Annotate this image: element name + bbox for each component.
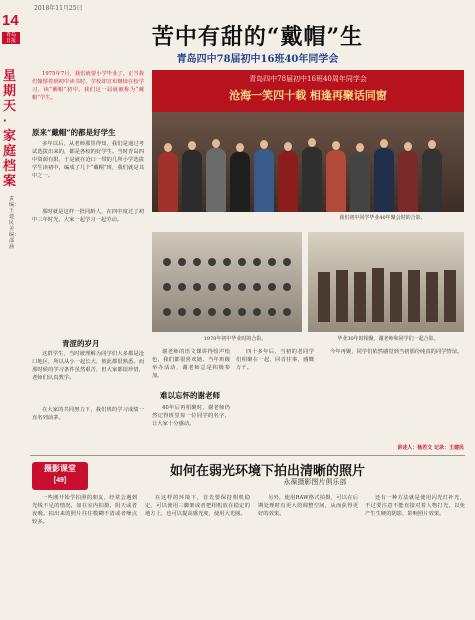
article-headline: 苦中有甜的“戴帽”生 xyxy=(151,24,364,50)
paragraph: 今年再聚，同学们依然感觉到当初那份纯真的同学情谊。 xyxy=(330,349,463,355)
photo-person xyxy=(326,150,346,212)
subheading-teacher: 难以忘怀的谢老师 xyxy=(160,391,220,400)
photo-caption: 1978年初中毕业时的合影。 xyxy=(203,336,267,342)
issue-date: 2018年11月25日 xyxy=(34,5,83,12)
paragraph: 谢老师的语文课讲得绘声绘色，我们都很喜欢她。当年班级举办活动，谢老师总是积极参加。 xyxy=(152,349,230,379)
reunion-group-photo xyxy=(152,112,464,212)
paragraph: 一些刚开始学拍照的朋友，经常会遇到光线不足的情况，如在室内拍摄、阴天或者夜晚。拍出来的照片往往模糊不清或者噪点较多。 xyxy=(32,495,137,525)
badge-title: 摄影课堂 xyxy=(44,464,76,473)
editor-credits: 责编：王建民 美编：邵涵 xyxy=(9,196,20,250)
article-subhead: 青岛四中78届初中16班40年同学会 xyxy=(176,54,339,65)
graduation-photo xyxy=(152,232,302,332)
photo-person xyxy=(350,152,370,212)
photo-caption: 我们初中同学毕业40年聚会时的合影。 xyxy=(339,215,426,221)
section-sidebar xyxy=(0,6,26,466)
banner-line-2: 沧海一笑四十载 相逢再聚话同窗 xyxy=(229,89,387,102)
photo-person xyxy=(422,149,442,212)
section-title: 星期天·家庭档案 xyxy=(3,68,17,188)
subheading-youth: 青涩的岁月 xyxy=(62,339,100,348)
paragraph: 那时就是这样一批同龄人，在四中度过了初中三年时光，大家一起学习一起劳动。 xyxy=(32,209,144,223)
paragraph: 多年以后，从老师那里得知，我们是通过考试选拔出来的，都是各校的好学生。当时青岛四中资源有限，于是就在沧口一带的几所小学选拔学生读初中，编成了几个“戴帽”班，我们就是其中之一。 xyxy=(32,141,144,179)
photo-person xyxy=(158,152,178,212)
paragraph: 四十多年后，当初的老同学们相聚在一起，回首往事，感慨万千。 xyxy=(236,349,314,371)
photo-person xyxy=(302,147,322,212)
photo-person xyxy=(230,152,250,212)
graduation-photo-figures xyxy=(152,232,302,332)
photo-person xyxy=(398,151,418,212)
badge-issue: [49] xyxy=(53,477,67,484)
paragraph: 还有一种方法就是使用闪光灯补光，不过要注意不能直接对着人物打光，以免产生生硬的阴影，影响照片效果。 xyxy=(365,495,465,517)
page-number: 14 xyxy=(2,12,19,29)
article-title: 如何在弱光环境下拍出清晰的照片 xyxy=(170,464,366,479)
subheading-good-students: 原来“戴帽”的都是好学生 xyxy=(32,128,116,137)
paragraph: 在大家的共同努力下，我们班的学习成绩一直名列前茅。 xyxy=(32,407,144,421)
paragraph: 40年后再相聚时，谢老师仍然记得班里每一位同学的名字，让大家十分感动。 xyxy=(152,405,230,427)
article-byline: 永葆摄影图片俱乐部 xyxy=(283,478,347,486)
section-divider xyxy=(30,455,465,456)
newspaper-logo: 青岛 日报 xyxy=(2,32,20,44)
photography-column-badge xyxy=(32,462,88,490)
article-intro: 1975年7月，我们就要小学毕业了。正当我们憧憬着到初中读书时，学校却宣布继续在校学习，读“戴帽”初中。我们这一届就被称为“戴帽”学生。 xyxy=(32,71,144,101)
paragraph: 这群学生，当时被理解为同学们大多都是沧口地区，所以从小一起长大，彼此都很熟悉。而那时候的学习条件虽然艰苦，但大家都很珍惜，老师们认真教学。 xyxy=(32,351,144,381)
article-author: 讲述人：杨若文 记录：王建民 xyxy=(397,445,464,451)
photo-person xyxy=(206,148,226,212)
photo-person xyxy=(254,149,274,212)
photo-caption: 毕业30年时相聚，谢老师和同学们一起合影。 xyxy=(337,336,439,342)
teacher-reunion-photo xyxy=(308,232,464,332)
photo-person xyxy=(182,150,202,212)
teacher-reunion-photo-figures xyxy=(308,232,464,332)
page-topbar xyxy=(0,0,475,14)
banner-line-1: 青岛四中78届初中16班40周年同学会 xyxy=(249,75,367,83)
photo-person xyxy=(374,148,394,212)
photo-person xyxy=(278,151,298,212)
reunion-banner-photo xyxy=(152,70,464,112)
paragraph: 另外，使用RAW格式拍摄，可以在后期处理时有更大的调整空间，从而获得更好的效果。 xyxy=(258,495,358,517)
paragraph: 在这样的环境下，首先要保持相机稳定，可以使用三脚架或者把相机放在稳定的地方上，也可以提高感光度，使用大光圈。 xyxy=(145,495,250,517)
